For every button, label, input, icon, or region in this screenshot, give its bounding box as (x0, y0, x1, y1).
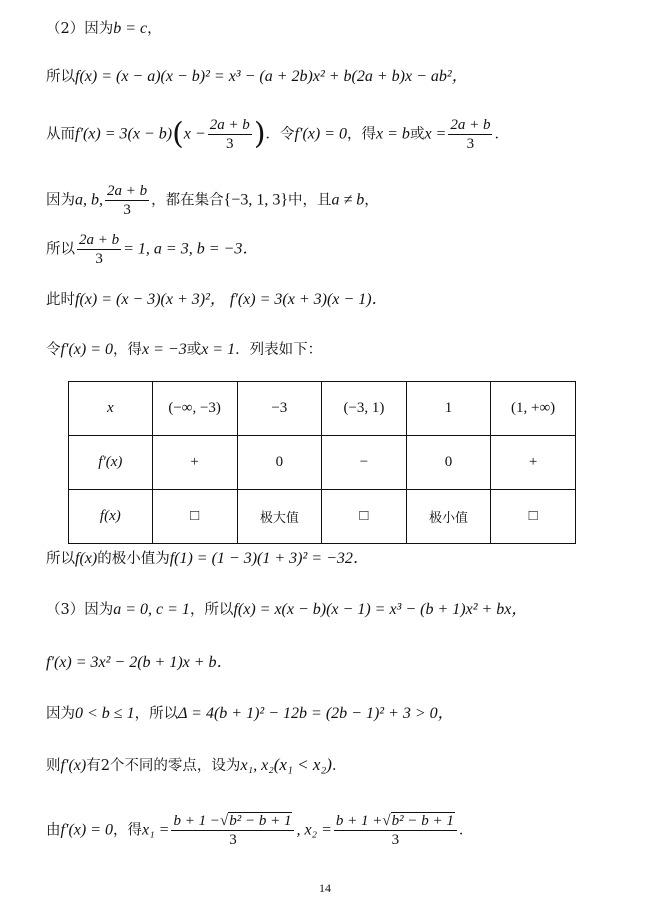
variation-table (68, 381, 576, 544)
table-cell: □ (322, 490, 407, 544)
part3-line5: 由f′(x) = 0，得x₁ = $\frac{\text{b + 1 −√b² − b + 1}}{3}$ , x₂ = $\frac{\text{b + 1 +√b² − b + 1}}{3}$ ． (46, 813, 474, 848)
fraction: $\frac{2a + b}{3}$ (107, 183, 148, 218)
min-value-line: 所以f(x)的极小值为f(1) = (1 − 3)(1 + 3)² = −32． (46, 550, 369, 567)
part2-line1: 所以f(x) = (x − a)(x − b)² = x³ − (a + 2b)x² + b(2a + b)x − ab²， (46, 68, 468, 85)
part2-line4: 所以 $\frac{2a + b}{3}$ = 1, a = 3, b = −3． (46, 232, 259, 267)
fraction: $\frac{2a + b}{3}$ (209, 117, 250, 152)
table-cell: 1 (406, 382, 490, 436)
table-row-x (69, 382, 576, 436)
table-cell: − (322, 436, 407, 490)
table-cell: + (152, 436, 237, 490)
left-paren: ( (172, 116, 184, 152)
fraction: $\frac{2a + b}{3}$ (79, 232, 120, 267)
root-fraction-1: $\frac{\text{b + 1 −√b² − b + 1}}{3}$ (171, 812, 294, 849)
part2-line5: 此时f(x) = (x − 3)(x + 3)²， f′(x) = 3(x + 3)(x − 1)． (46, 291, 388, 308)
table-cell: □ (152, 490, 237, 544)
table-cell: (1, +∞) (491, 382, 576, 436)
part2-line2: 从而f′(x) = 3(x − b)(x − $\frac{2a + b}{3}$ )．令f′(x) = 0，得x = b或x = $\frac{2a + b}{3}$ ． (46, 116, 509, 152)
table-row-f (69, 490, 576, 544)
page-number: 14 (319, 881, 331, 895)
table-cell: f′(x) (69, 436, 153, 490)
table-cell: 极大值 (237, 490, 321, 544)
part2-line6: 令f′(x) = 0，得x = −3或x = 1．列表如下： (46, 341, 323, 358)
table-cell: (−3, 1) (322, 382, 407, 436)
table-cell: −3 (237, 382, 321, 436)
part2-line3: 因为a, b, $\frac{2a + b}{3}$ ，都在集合{−3, 1, 3}中，且a ≠ b， (46, 183, 379, 218)
table-cell: 0 (237, 436, 321, 490)
part3-line4: 则f′(x)有2个不同的零点，设为x₁, x₂(x₁ < x₂)． (46, 755, 347, 774)
part3-intro: （3）因为a = 0, c = 1，所以f(x) = x(x − b)(x − 1) = x³ − (b + 1)x² + bx， (46, 601, 528, 618)
table-cell: + (491, 436, 576, 490)
table-row-fprime (69, 436, 576, 490)
table-cell: 0 (406, 436, 490, 490)
fraction: $\frac{2a + b}{3}$ (450, 117, 491, 152)
table-cell: f(x) (69, 490, 153, 544)
table-cell: x (69, 382, 153, 436)
part3-line2: f′(x) = 3x² − 2(b + 1)x + b． (46, 654, 233, 671)
table-cell: □ (491, 490, 576, 544)
right-paren: ) (253, 116, 266, 152)
table-cell: 极小值 (406, 490, 490, 544)
part3-line3: 因为0 < b ≤ 1，所以Δ = 4(b + 1)² − 12b = (2b − 1)² + 3 > 0， (46, 705, 454, 722)
part2-intro: （2）因为b = c， (46, 20, 162, 37)
table-cell: (−∞, −3) (152, 382, 237, 436)
root-fraction-2: $\frac{\text{b + 1 +√b² − b + 1}}{3}$ (334, 812, 457, 849)
